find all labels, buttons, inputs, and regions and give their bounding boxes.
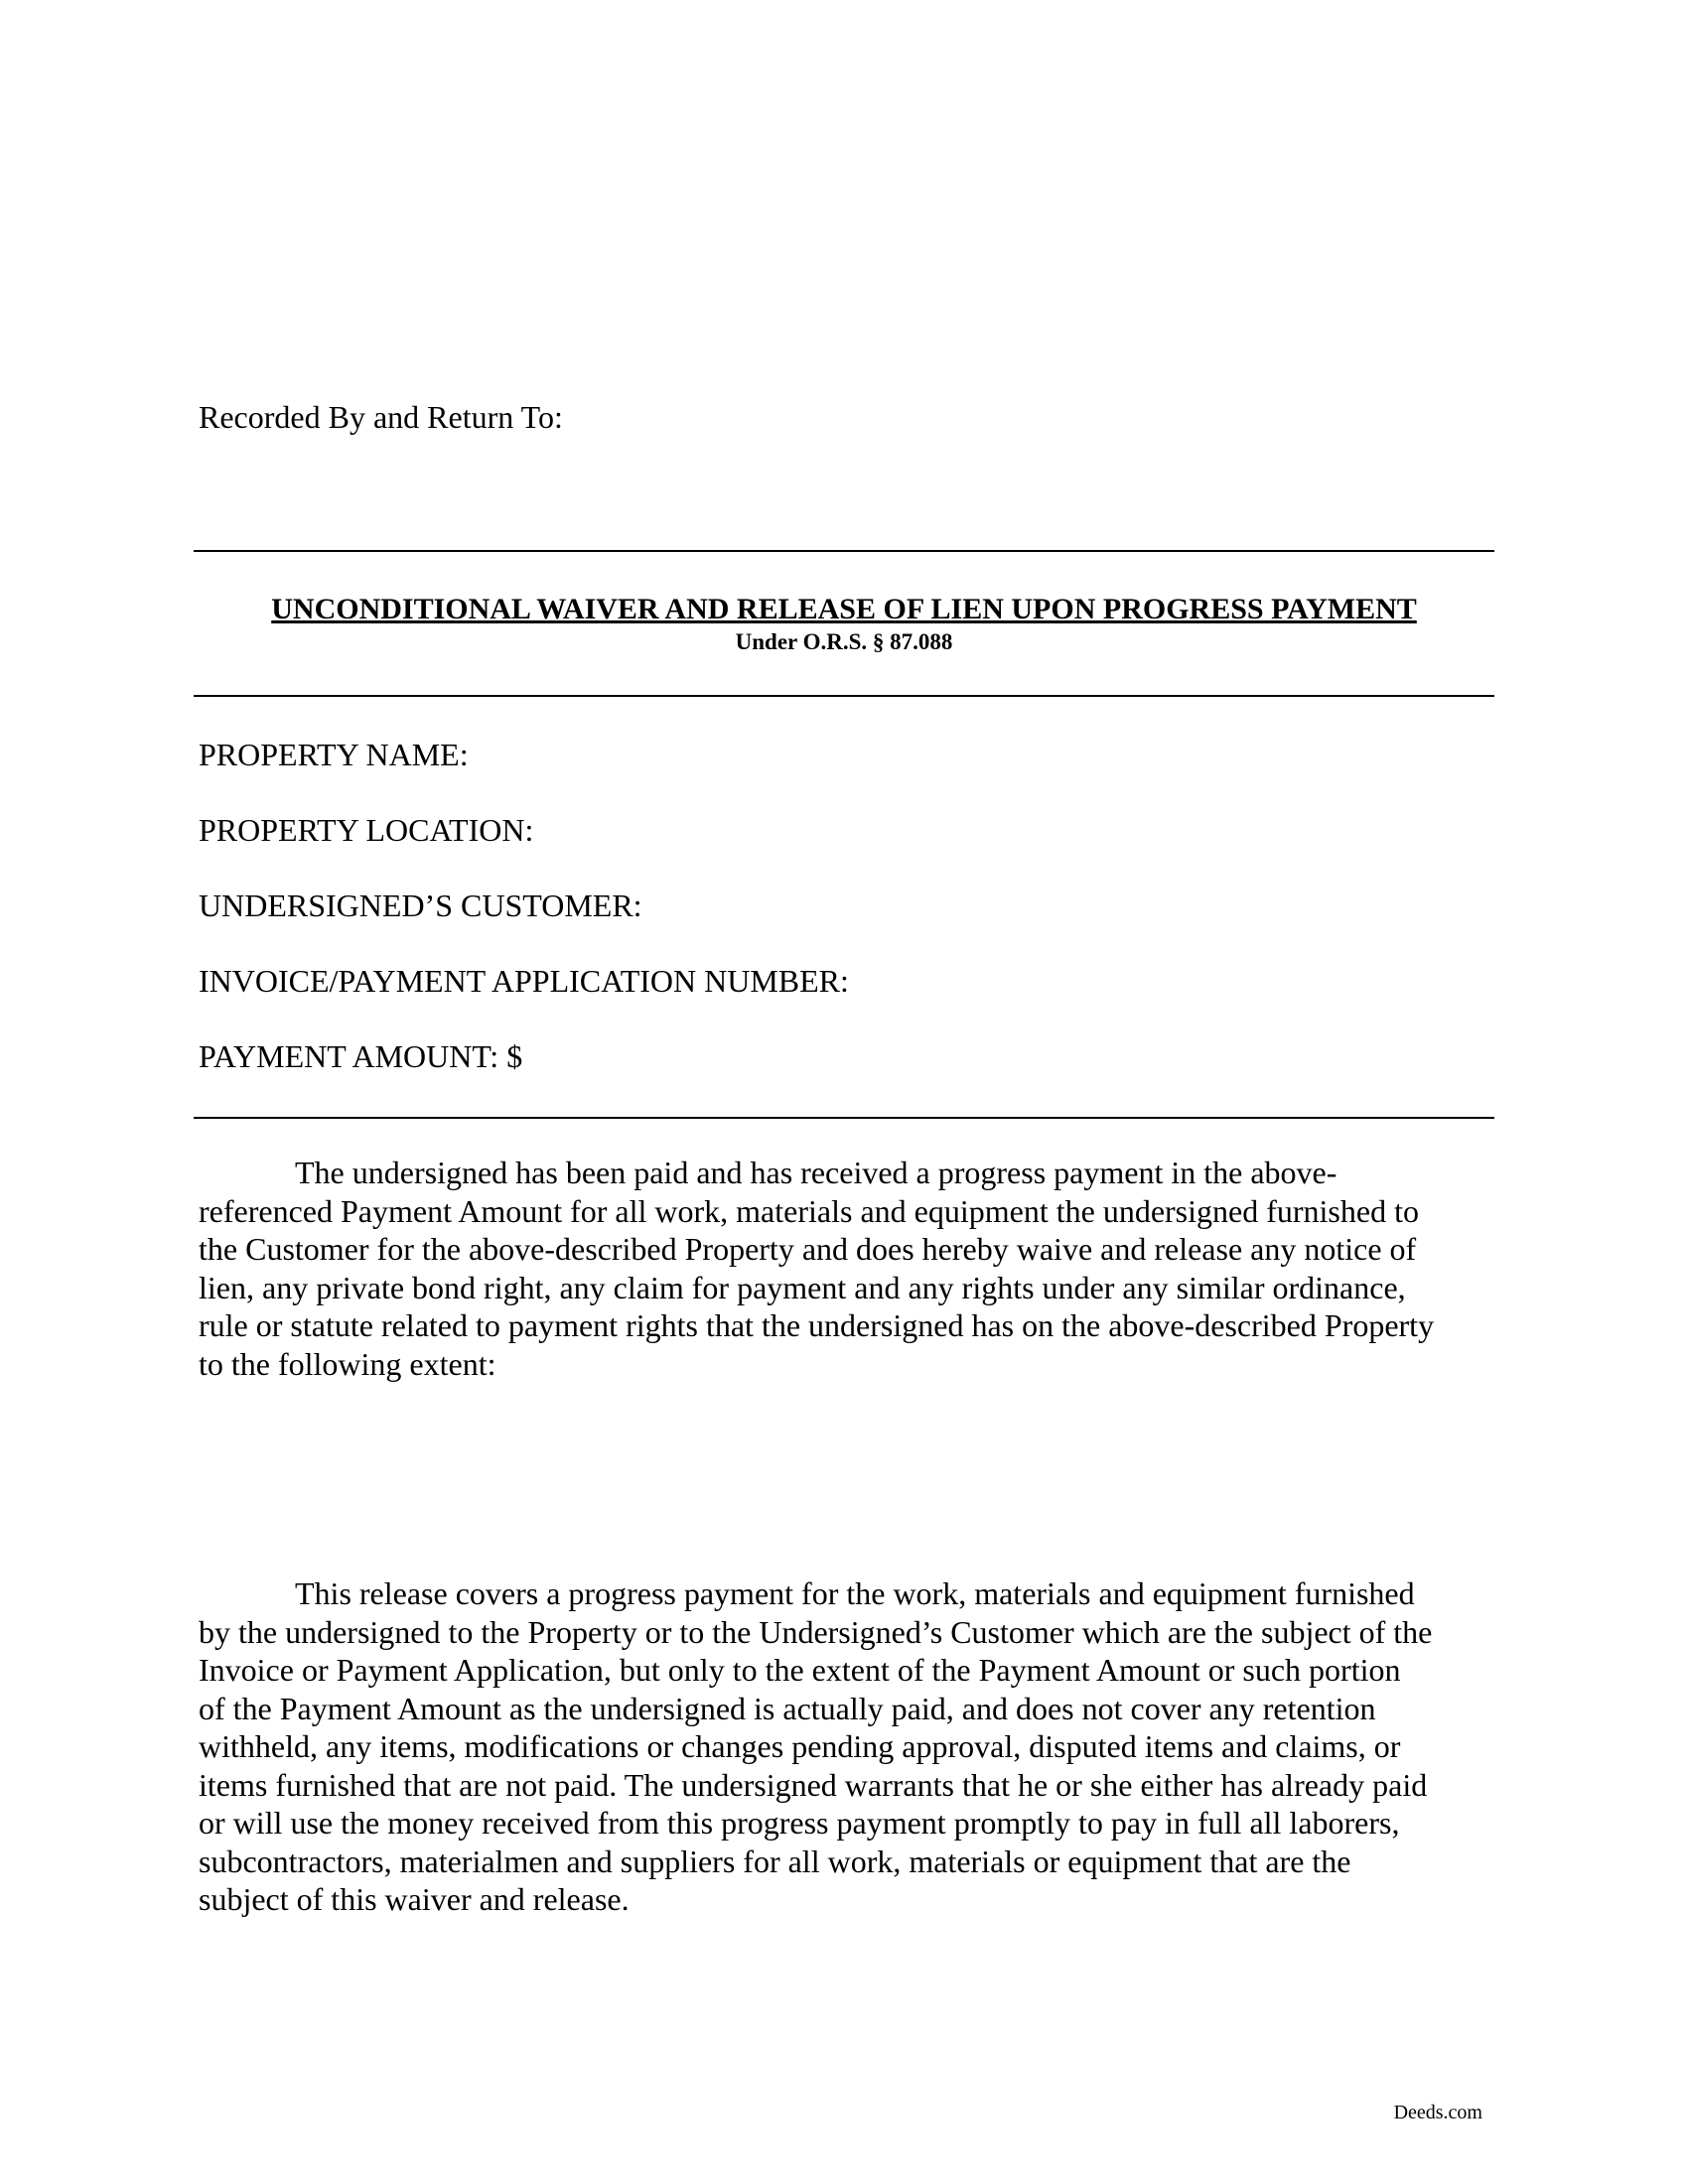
paragraph-line: by the undersigned to the Property or to the Undersigned’s Customer which are the subject of the [199, 1613, 1433, 1650]
release-coverage-paragraph [199, 1574, 1489, 1919]
paragraph-line: the Customer for the above-described Property and does hereby waive and release any notice of [199, 1231, 1417, 1267]
paragraph-line: lien, any private bond right, any claim for payment and any rights under any similar ordinance, [199, 1269, 1406, 1305]
divider-top [194, 550, 1494, 552]
invoice-number-field: INVOICE/PAYMENT APPLICATION NUMBER: [199, 963, 849, 999]
statute-reference: Under O.R.S. § 87.088 [735, 629, 953, 654]
footer-watermark: Deeds.com [1393, 2102, 1482, 2123]
payment-amount-field: PAYMENT AMOUNT: $ [199, 1038, 523, 1074]
paragraph-line: referenced Payment Amount for all work, materials and equipment the undersigned furnished to [199, 1192, 1419, 1229]
property-location-field: PROPERTY LOCATION: [199, 812, 534, 848]
recorded-by-label: Recorded By and Return To: [199, 399, 563, 435]
paragraph-line: to the following extent: [199, 1345, 496, 1382]
paragraph-line: This release covers a progress payment for the work, materials and equipment furnished [295, 1575, 1415, 1611]
paragraph-line: subcontractors, materialmen and suppliers for all work, materials or equipment that are the [199, 1843, 1351, 1879]
paragraph-line: of the Payment Amount as the undersigned is actually paid, and does not cover any retention [199, 1690, 1376, 1726]
waiver-paragraph [199, 1154, 1489, 1383]
paragraph-line: Invoice or Payment Application, but only to the extent of the Payment Amount or such portion [199, 1652, 1401, 1688]
paragraph-line: subject of this waiver and release. [199, 1881, 630, 1917]
paragraph-line: rule or statute related to payment rights that the undersigned has on the above-described Property [199, 1307, 1435, 1343]
paragraph-line: or will use the money received from this progress payment promptly to pay in full all laborers, [199, 1805, 1400, 1841]
divider-bottom [194, 1117, 1494, 1119]
divider-middle [194, 695, 1494, 697]
paragraph-line: withheld, any items, modifications or changes pending approval, disputed items and claims, or [199, 1728, 1401, 1764]
property-name-field: PROPERTY NAME: [199, 737, 469, 772]
paragraph-line: The undersigned has been paid and has received a progress payment in the above- [295, 1155, 1337, 1190]
paragraph-line: items furnished that are not paid. The undersigned warrants that he or she either has already paid [199, 1766, 1428, 1803]
document-title: UNCONDITIONAL WAIVER AND RELEASE OF LIEN UPON PROGRESS PAYMENT [271, 593, 1417, 625]
customer-field: UNDERSIGNED’S CUSTOMER: [199, 887, 642, 923]
